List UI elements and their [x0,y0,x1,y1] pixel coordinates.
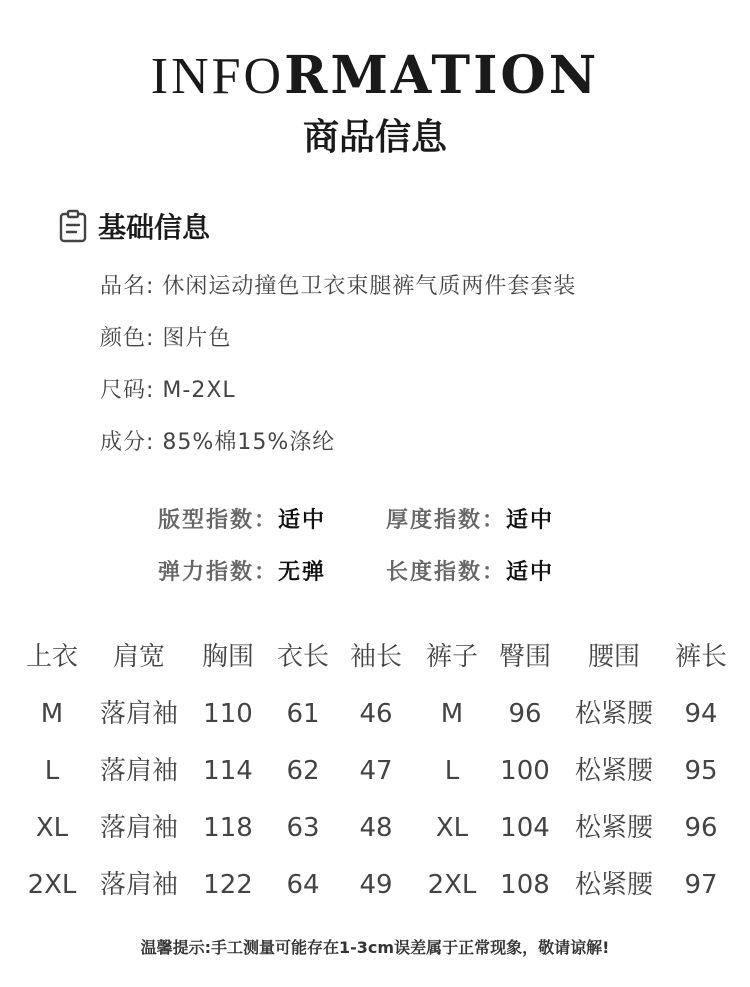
size-table-header: 腰围 [587,642,641,672]
size-table-cell: 95 [684,756,718,786]
size-table-cell: 104 [500,813,550,843]
index-label: 长度指数： [386,560,507,585]
info-row-size: 尺码: M-2XL [100,378,236,403]
size-table-cell: 62 [286,756,320,786]
size-table-cell: 47 [359,756,393,786]
section-title: 基础信息 [98,211,211,244]
size-table-cell: 118 [203,813,253,843]
size-table-cell: 松紧腰 [574,756,654,786]
index-length [386,558,554,588]
index-value: 适中 [506,560,555,585]
info-label: 尺码 [100,378,147,403]
size-table-cell: L [44,756,60,786]
index-label: 版型指数： [158,508,279,533]
size-table-cell: 落肩袖 [99,870,179,900]
info-value: 85%棉15%涤纶 [162,430,336,455]
size-table-header: 胸围 [201,642,255,672]
size-table-header: 衣长 [276,642,330,672]
size-table-cell: 108 [500,870,550,900]
size-table-cell: L [444,756,460,786]
size-table-header: 肩宽 [112,642,166,672]
size-table-cell: 松紧腰 [574,870,654,900]
size-table-header: 裤长 [674,642,728,672]
size-table-cell: 2XL [427,870,477,900]
size-table-cell: 96 [508,699,542,729]
title-en-part-bold: RMATION [284,45,600,106]
info-value: M-2XL [162,378,236,403]
index-thickness [386,506,554,536]
size-table-cell: 64 [286,870,320,900]
info-label: 颜色 [100,326,147,351]
size-table-cell: 96 [684,813,718,843]
size-table-cell: 2XL [27,870,77,900]
size-table-cell: 94 [684,699,718,729]
size-table-cell: 48 [359,813,393,843]
size-table-header: 臀围 [498,642,552,672]
clipboard-icon [58,209,88,243]
size-table-cell: 110 [203,699,253,729]
index-value: 适中 [506,508,555,533]
index-value: 无弹 [278,560,327,585]
index-label: 厚度指数： [386,508,507,533]
size-table-cell: M [440,699,464,729]
section-header-basic-info [58,206,210,246]
index-value: 适中 [278,508,327,533]
size-table-header: 上衣 [25,642,79,672]
info-value: 图片色 [162,326,232,351]
size-table-cell: 松紧腰 [574,699,654,729]
size-table-cell: 100 [500,756,550,786]
size-table-cell: 落肩袖 [99,813,179,843]
info-value: 休闲运动撞色卫衣束腿裤气质两件套套装 [162,274,577,299]
info-row-name: 品名: 休闲运动撞色卫衣束腿裤气质两件套套装 [100,274,577,299]
size-table-cell: 114 [203,756,253,786]
size-table-cell: M [40,699,64,729]
size-table-cell: 落肩袖 [99,699,179,729]
info-label: 成分 [100,430,147,455]
size-table-cell: 63 [286,813,320,843]
index-fit [158,506,326,536]
size-table-header: 裤子 [425,642,479,672]
index-elasticity [158,558,326,588]
size-table-cell: 122 [203,870,253,900]
page-title-english [0,46,750,107]
title-en-part-thin: INFO [150,48,285,105]
size-table-cell: 61 [286,699,320,729]
size-table-cell: 松紧腰 [574,813,654,843]
size-table-cell: 49 [359,870,393,900]
info-label: 品名 [100,274,147,299]
size-table-cell: 97 [684,870,718,900]
size-table-cell: XL [35,813,69,843]
size-table-cell: XL [435,813,469,843]
measurement-note: 温馨提示:手工测量可能存在1-3cm误差属于正常现象，敬请谅解! [140,938,610,957]
page-title-chinese: 商品信息 [302,117,447,158]
size-table-cell: 落肩袖 [99,756,179,786]
info-row-color: 颜色: 图片色 [100,326,232,351]
size-table-header: 袖长 [349,642,403,672]
size-table-cell: 46 [359,699,393,729]
info-row-material: 成分: 85%棉15%涤纶 [100,430,336,455]
index-label: 弹力指数： [158,560,279,585]
